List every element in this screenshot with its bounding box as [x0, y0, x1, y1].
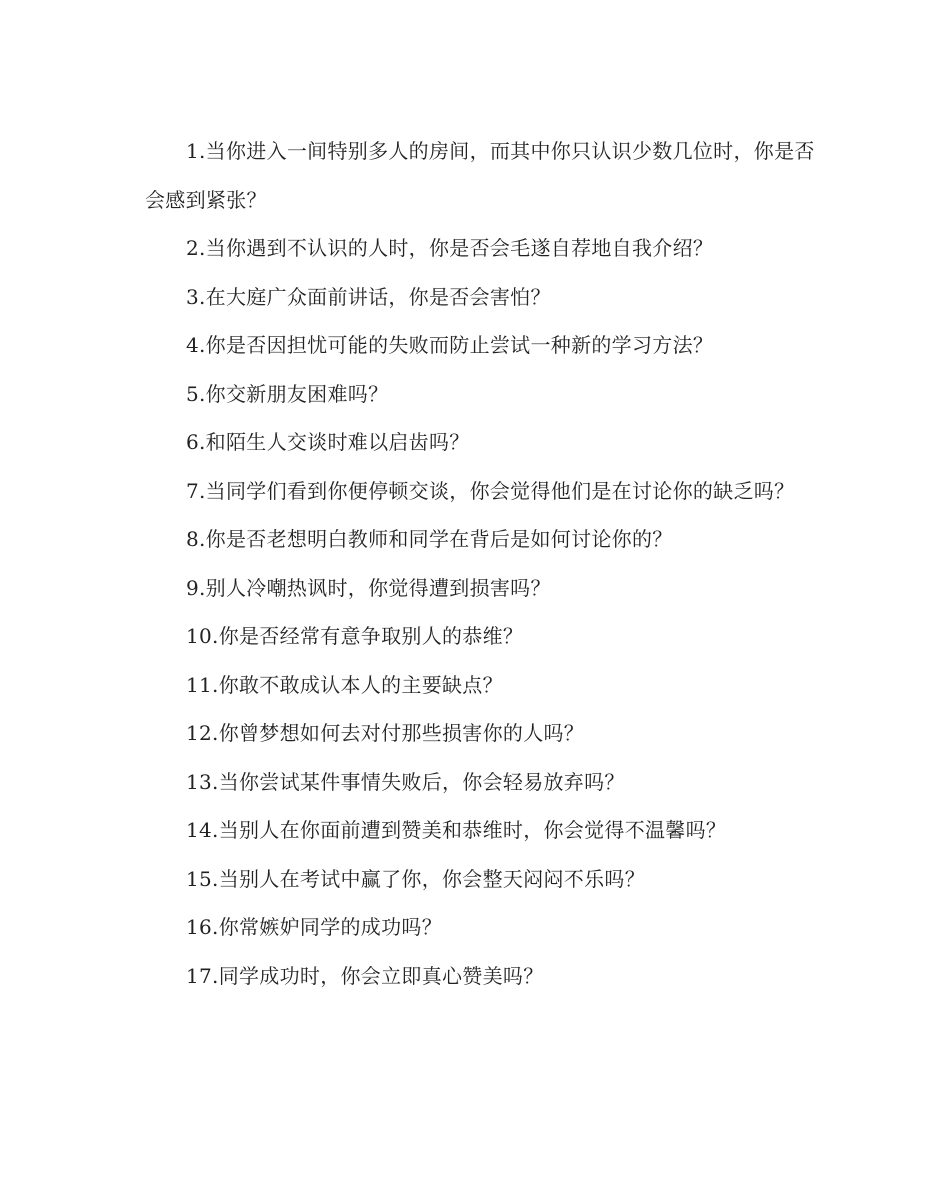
question-item: 9.别人冷嘲热讽时，你觉得遭到损害吗？: [186, 575, 551, 600]
question-item: 17.同学成功时，你会立即真心赞美吗？: [186, 963, 544, 988]
question-item: 3.在大庭广众面前讲话，你是否会害怕？: [186, 284, 551, 309]
question-item: 1.当你进入一间特别多人的房间，而其中你只认识少数几位时，你是否会感到紧张？: [145, 139, 815, 212]
question-item: 8.你是否老想明白教师和同学在背后是如何讨论你的？: [186, 527, 673, 551]
question-item: 12.你曾梦想如何去对付那些损害你的人吗？: [186, 721, 585, 745]
question-item: 15.当别人在考试中赢了你，你会整天闷闷不乐吗？: [186, 866, 646, 891]
question-item: 11.你敢不敢成认本人的主要缺点？: [186, 672, 503, 697]
question-item: 7.当同学们看到你便停顿交谈，你会觉得他们是在讨论你的缺乏吗？: [186, 478, 795, 503]
question-item: 16.你常嫉妒同学的成功吗？: [186, 915, 443, 939]
question-item: 2.当你遇到不认识的人时，你是否会毛遂自荐地自我介绍？: [186, 236, 714, 260]
question-item: 5.你交新朋友困难吗？: [186, 381, 389, 406]
question-item: 6.和陌生人交谈时难以启齿吗？: [186, 430, 470, 454]
question-item: 13.当你尝试某件事情失败后，你会轻易放弃吗？: [186, 769, 625, 794]
question-list: [145, 127, 815, 1000]
question-item: 10.你是否经常有意争取别人的恭维？: [186, 624, 524, 648]
question-item: 14.当别人在你面前遭到赞美和恭维时，你会觉得不温馨吗？: [186, 818, 727, 842]
question-item: 4.你是否因担忧可能的失败而防止尝试一种新的学习方法？: [186, 333, 714, 357]
